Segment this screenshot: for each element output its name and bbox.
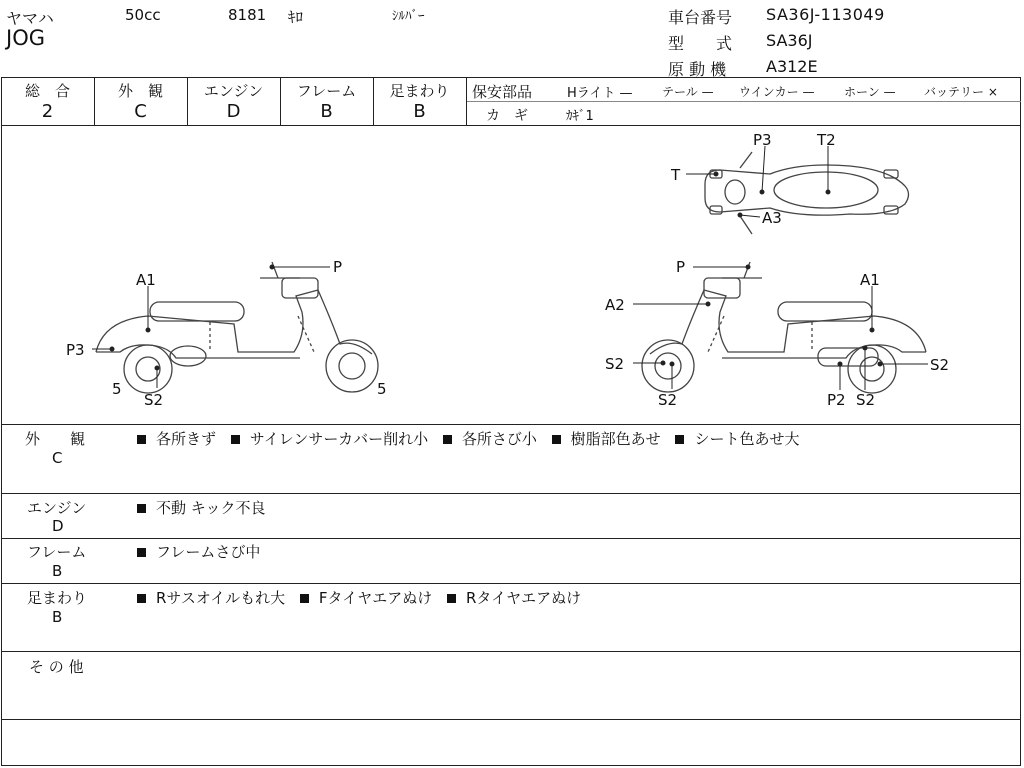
mark-label: P3 xyxy=(66,341,85,359)
bullet-square xyxy=(137,504,146,513)
mark-label: S2 xyxy=(144,391,164,409)
divider xyxy=(467,101,1021,102)
remark-grade-exterior: C xyxy=(52,449,63,467)
scooter-top-view xyxy=(705,152,909,234)
remark-label-other: そ の 他 xyxy=(29,658,84,676)
remark-items-engine xyxy=(137,497,265,518)
remark-label-suspension: 足まわり xyxy=(27,589,88,607)
key-label: カ ギ xyxy=(486,108,528,124)
divider xyxy=(1,583,1021,584)
mark-label: S2 xyxy=(856,391,876,409)
engine-grade: D xyxy=(226,101,241,122)
mark-label: P3 xyxy=(753,131,772,149)
mark-label: 5 xyxy=(377,380,387,398)
mark-label: A2 xyxy=(605,296,625,314)
remark-label-frame: フレーム xyxy=(27,543,87,561)
remark-item: Fタイヤエアぬけ xyxy=(318,589,433,607)
remark-items-frame xyxy=(137,541,260,562)
mark-label: P xyxy=(676,258,686,276)
bullet-square xyxy=(137,548,146,557)
divider xyxy=(1,493,1021,494)
remark-label-engine: エンジン xyxy=(27,499,87,517)
remark-items-suspension xyxy=(137,587,581,608)
type-label: 型 式 xyxy=(668,34,733,53)
mark-label: S2 xyxy=(658,391,678,409)
remark-item: 各所さび小 xyxy=(461,430,537,448)
color: ｼﾙﾊﾞｰ xyxy=(392,9,425,24)
bullet-square xyxy=(443,435,452,444)
mark-label: S2 xyxy=(930,356,950,374)
model-name: JOG xyxy=(6,26,45,50)
divider xyxy=(1,424,1021,425)
column-divider xyxy=(466,77,467,125)
engine-model-label: 原 動 機 xyxy=(668,60,727,79)
frame-label: フレーム xyxy=(296,82,357,100)
type-value: SA36J xyxy=(766,31,813,50)
divider xyxy=(1,651,1021,652)
remark-item: フレームさび中 xyxy=(156,543,261,561)
divider xyxy=(1,719,1021,720)
mileage-unit: ｷﾛ xyxy=(288,8,304,26)
scooter-right-view xyxy=(642,262,926,393)
key-value: ｶｷﾞ1 xyxy=(566,109,594,124)
bullet-square xyxy=(137,594,146,603)
mark-label: P xyxy=(333,258,343,276)
remark-label-exterior: 外 観 xyxy=(25,430,86,448)
mileage-value: 8181 xyxy=(228,6,267,24)
exterior-grade: C xyxy=(134,101,147,122)
mark-label: A1 xyxy=(136,271,156,289)
remark-item: Rタイヤエアぬけ xyxy=(465,589,582,607)
overall-grade: 2 xyxy=(41,101,54,122)
remark-items-exterior xyxy=(137,428,799,449)
overall-label: 総 合 xyxy=(24,82,70,100)
scooter-damage-diagram xyxy=(0,126,1024,424)
suspension-grade: B xyxy=(413,101,426,122)
safety-item-battery: バッテリー × xyxy=(924,85,998,99)
displacement: 50cc xyxy=(125,6,161,24)
bullet-square xyxy=(447,594,456,603)
bullet-square xyxy=(300,594,309,603)
mark-label: P2 xyxy=(827,391,846,409)
engine-model-value: A312E xyxy=(766,57,818,76)
remark-item: 不動 キック不良 xyxy=(156,499,266,517)
suspension-label: 足まわり xyxy=(389,82,450,100)
engine-label: エンジン xyxy=(203,82,264,100)
bullet-square xyxy=(231,435,240,444)
mark-label: A1 xyxy=(860,271,880,289)
safety-parts-label: 保安部品 xyxy=(472,83,533,101)
mark-label: T xyxy=(671,166,681,184)
exterior-label: 外 観 xyxy=(117,82,163,100)
mark-label: T2 xyxy=(817,131,836,149)
divider xyxy=(1,538,1021,539)
frame-number-label: 車台番号 xyxy=(668,8,733,27)
frame-grade: B xyxy=(320,101,333,122)
bullet-square xyxy=(552,435,561,444)
remark-grade-suspension: B xyxy=(52,608,63,626)
remark-item: Rサスオイルもれ大 xyxy=(156,589,286,607)
remark-item: 樹脂部色あせ xyxy=(570,430,661,448)
mark-label: A3 xyxy=(762,209,782,227)
safety-item-horn: ホーン — xyxy=(844,85,896,99)
remark-item: 各所きず xyxy=(156,430,217,448)
mark-label: S2 xyxy=(605,355,625,373)
bullet-square xyxy=(137,435,146,444)
safety-item-headlight: Hライト — xyxy=(567,86,633,101)
remark-grade-engine: D xyxy=(52,517,64,535)
frame-number: SA36J-113049 xyxy=(766,5,885,24)
remark-item: サイレンサーカバー削れ小 xyxy=(249,430,429,448)
bullet-square xyxy=(675,435,684,444)
remark-grade-frame: B xyxy=(52,562,63,580)
safety-item-taillight: テール — xyxy=(662,85,714,99)
maker: ヤマハ xyxy=(6,9,54,28)
mark-label: 5 xyxy=(112,380,122,398)
remark-item: シート色あせ大 xyxy=(694,430,800,448)
safety-item-winker: ウインカー — xyxy=(739,85,815,99)
